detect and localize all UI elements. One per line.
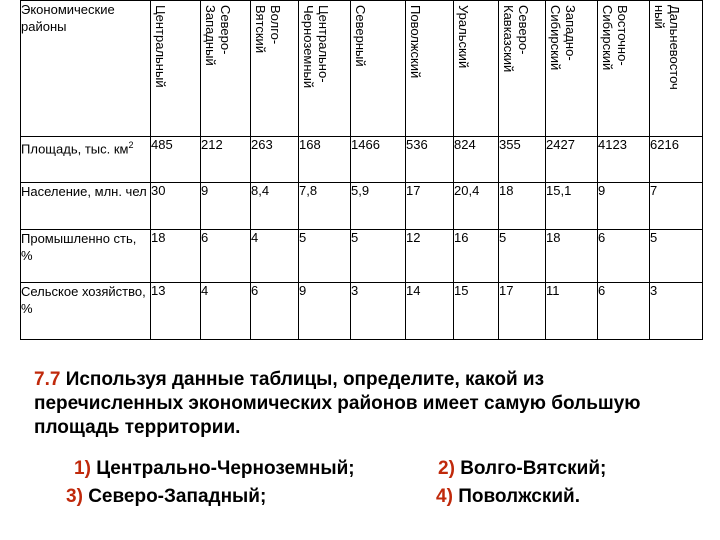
table-cell: 20,4 [454, 183, 499, 230]
table-row [21, 230, 703, 283]
table-cell: 485 [151, 137, 201, 183]
table-cell: 15,1 [546, 183, 598, 230]
table-row [21, 183, 703, 230]
table-cell: 18 [151, 230, 201, 283]
question-body: Используя данные таблицы, определите, какой из перечисленных экономических районов имеет самую большую площадь территории. [34, 369, 641, 438]
column-header: Поволжский [406, 1, 454, 137]
answer-option: 2) Волго-Вятский; [438, 458, 607, 479]
table-cell: 9 [299, 283, 351, 340]
table-cell: 3 [351, 283, 406, 340]
column-header: Северо- Кавказский [499, 1, 546, 137]
table-cell: 4123 [598, 137, 650, 183]
table-cell: 30 [151, 183, 201, 230]
column-header: Северный [351, 1, 406, 137]
row-label: Сельское хозяйство, % [21, 283, 151, 340]
table-cell: 17 [499, 283, 546, 340]
table-cell: 4 [201, 283, 251, 340]
table-cell: 5 [351, 230, 406, 283]
table-cell: 5,9 [351, 183, 406, 230]
answer-option: 3) Северо-Западный; [66, 486, 267, 507]
table-cell: 6 [251, 283, 299, 340]
table-cell: 18 [499, 183, 546, 230]
table-cell: 263 [251, 137, 299, 183]
row-label: Промышленно сть, % [21, 230, 151, 283]
table-cell: 12 [406, 230, 454, 283]
table-cell: 2427 [546, 137, 598, 183]
table-cell: 6216 [650, 137, 703, 183]
table-cell: 9 [598, 183, 650, 230]
column-header: Центральный [151, 1, 201, 137]
table-cell: 536 [406, 137, 454, 183]
table-cell: 7,8 [299, 183, 351, 230]
answer-options [66, 455, 706, 511]
question-number: 7.7 [34, 369, 61, 390]
row-label: Площадь, тыс. $км^2$ [21, 137, 151, 183]
table-cell: 824 [454, 137, 499, 183]
table-cell: 15 [454, 283, 499, 340]
column-header: Уральский [454, 1, 499, 137]
column-header: Западно- Сибирский [546, 1, 598, 137]
answer-option: 1) Центрально-Черноземный; [74, 458, 355, 479]
table-cell: 13 [151, 283, 201, 340]
table-cell: 4 [251, 230, 299, 283]
data-table [20, 0, 703, 340]
table-cell: 3 [650, 283, 703, 340]
question-text [34, 368, 694, 440]
table-cell: 9 [201, 183, 251, 230]
table-cell: 168 [299, 137, 351, 183]
table-row [21, 283, 703, 340]
table-cell: 212 [201, 137, 251, 183]
table-cell: 11 [546, 283, 598, 340]
column-header: Восточно- Сибирский [598, 1, 650, 137]
header-row [21, 1, 703, 137]
table-cell: 18 [546, 230, 598, 283]
table-cell: 355 [499, 137, 546, 183]
column-header: Дальневосточ ный [650, 1, 703, 137]
table-cell: 5 [650, 230, 703, 283]
table-cell: 6 [598, 230, 650, 283]
table-cell: 1466 [351, 137, 406, 183]
table-cell: 5 [499, 230, 546, 283]
column-header: Волго- Вятский [251, 1, 299, 137]
column-header: Центрально- Черноземный [299, 1, 351, 137]
table-cell: 6 [598, 283, 650, 340]
row-label: Население, млн. чел [21, 183, 151, 230]
corner-header: Экономические районы [21, 1, 151, 137]
table-row [21, 137, 703, 183]
table-cell: 6 [201, 230, 251, 283]
answer-option: 4) Поволжский. [436, 486, 581, 507]
table-cell: 14 [406, 283, 454, 340]
table-cell: 17 [406, 183, 454, 230]
table-cell: 8,4 [251, 183, 299, 230]
table-cell: 7 [650, 183, 703, 230]
column-header: Северо- Западный [201, 1, 251, 137]
table-cell: 5 [299, 230, 351, 283]
table-cell: 16 [454, 230, 499, 283]
